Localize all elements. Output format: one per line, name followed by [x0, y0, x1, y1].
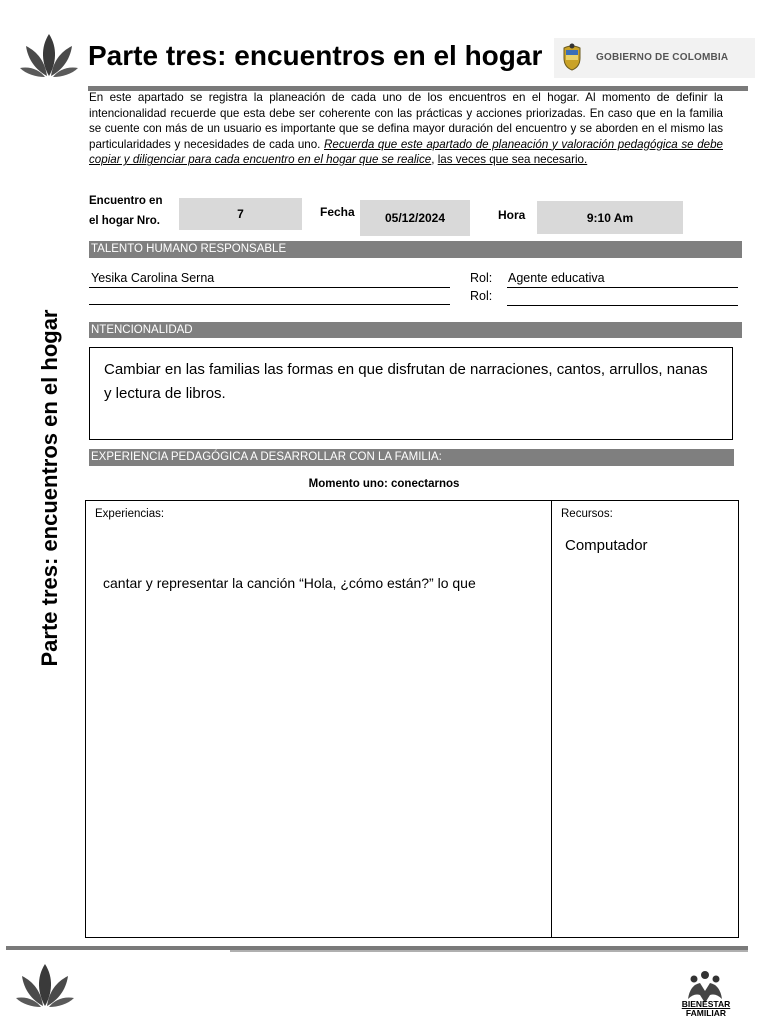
- recursos-label: Recursos:: [561, 508, 613, 520]
- experiencia-section-header: EXPERIENCIA PEDAGÓGICA A DESARROLLAR CON LA FAMILIA:: [89, 449, 734, 466]
- side-title: Parte tres: encuentros en el hogar: [37, 309, 62, 667]
- encuentro-label-line2: el hogar Nro.: [89, 215, 160, 227]
- leaf-logo-icon: [14, 960, 76, 1010]
- rol-line-1: [507, 287, 738, 288]
- encuentro-label: [89, 195, 162, 229]
- name-line-1: [89, 287, 450, 288]
- responsible-name[interactable]: Yesika Carolina Serna: [91, 271, 215, 285]
- bienestar-logo-text: [680, 1000, 732, 1018]
- rol-label-2: Rol:: [470, 289, 493, 303]
- momento-text: Momento uno: conectarnos: [308, 478, 460, 490]
- hora-label: Hora: [498, 208, 526, 222]
- government-text: GOBIERNO DE COLOMBIA: [596, 52, 729, 63]
- rol-value[interactable]: Agente educativa: [508, 271, 605, 285]
- intencionalidad-text[interactable]: Cambiar en las familias las formas en que disfrutan de narraciones, cantos, arrullos, nanas y lectura de libros.: [89, 347, 733, 440]
- momento-title: [0, 478, 768, 490]
- intro-paragraph: [89, 90, 723, 168]
- rol-label-1: Rol:: [470, 271, 493, 285]
- intencionalidad-section-header: NTENCIONALIDAD: [89, 322, 742, 338]
- talento-section-header: TALENTO HUMANO RESPONSABLE: [89, 241, 742, 258]
- leaf-logo-icon: [18, 30, 80, 80]
- bienestar-line2: FAMILIAR: [685, 1008, 727, 1018]
- encuentro-number-field[interactable]: 7: [179, 198, 302, 230]
- recursos-value[interactable]: Computador: [565, 537, 648, 554]
- rol-line-2: [507, 305, 738, 306]
- experiencias-table: [85, 500, 739, 938]
- hora-field[interactable]: 9:10 Am: [537, 201, 683, 234]
- fecha-label: Fecha: [320, 205, 355, 219]
- experiencias-label: Experiencias:: [95, 508, 165, 520]
- colombia-shield-icon: [560, 42, 584, 72]
- experiencias-value[interactable]: cantar y representar la canción “Hola, ¿cómo están?” lo que: [103, 575, 476, 591]
- intro-reminder: Recuerda que este apartado de planeación y valoración pedagógica se debe copiar y diligenciar para cada encuentro en el hogar que se realice: [89, 137, 723, 167]
- intro-text: En este apartado se registra la planeación de cada uno de los encuentros en el hogar. Al momento de definir la intencionalidad recuerde que esta debe ser coherente con las prácticas y acciones priorizadas. En caso que en la familia se cuente con más de un usuario es importante que se defina mayor duración del encuentro y se aborden en el mismo las particularidades y necesidades de cada uno.: [89, 91, 723, 151]
- encuentro-label-line1: Encuentro en: [89, 195, 163, 207]
- bienestar-line1: BIENESTAR: [681, 999, 731, 1009]
- page-title: Parte tres: encuentros en el hogar: [88, 40, 543, 71]
- name-line-2: [89, 304, 450, 305]
- table-column-divider: [551, 500, 552, 938]
- footer-rule-accent: [230, 950, 748, 952]
- intro-repeat-note: las veces que sea necesario.: [437, 153, 588, 167]
- fecha-field[interactable]: 05/12/2024: [360, 200, 470, 236]
- intro-comma: ,: [431, 153, 438, 167]
